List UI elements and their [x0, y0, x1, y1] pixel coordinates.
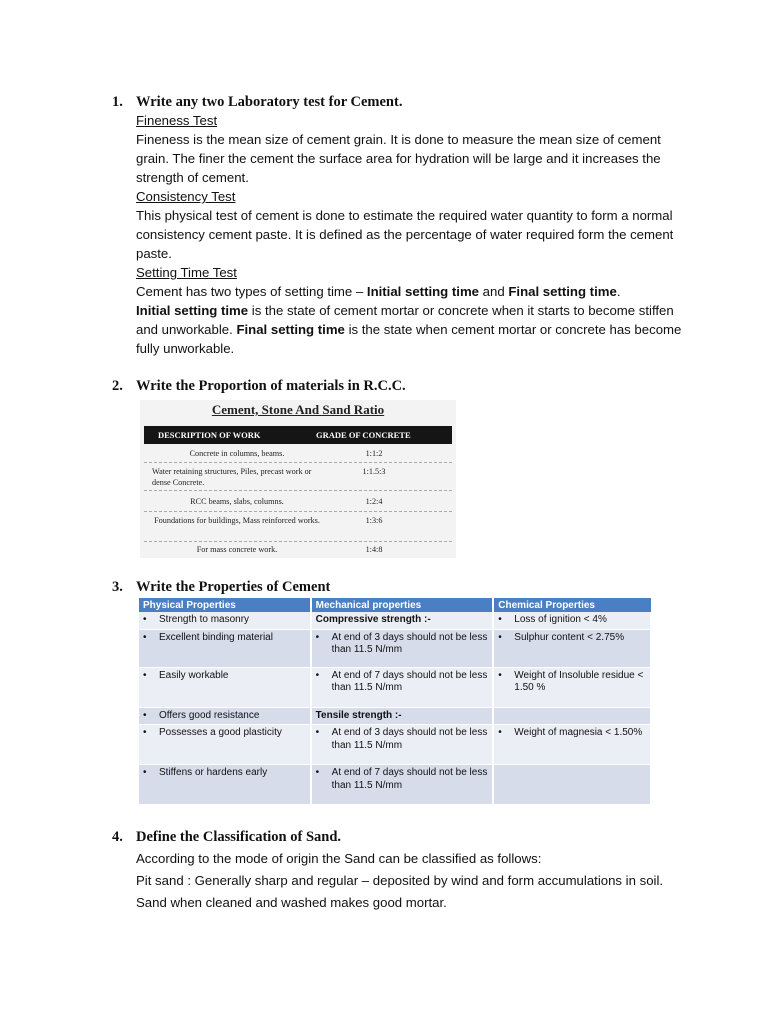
ratio-col-description: DESCRIPTION OF WORK: [158, 430, 261, 440]
header-physical: Physical Properties: [139, 598, 311, 612]
question-1-heading: [112, 94, 402, 111]
ratio-row: For mass concrete work. 1:4:8: [196, 545, 383, 554]
ratio-table-title: Cement, Stone And Sand Ratio: [211, 402, 385, 417]
ratio-table-image: [140, 400, 456, 558]
consistency-text: This physical test of cement is done to estimate the required water quantity to form a normal consistency cement paste. It is defined as the percentage of water required form the cement paste.: [136, 208, 674, 261]
setting-text: Cement has two types of setting time – Initial setting time and Final setting time. Initial setting time is the state of cement mortar or concrete when it starts to become stiffen and unworkable. Final setting time is the state when cement mortar or concrete has become fully unworkable.: [136, 284, 682, 356]
question-2-number: 2.: [112, 378, 123, 394]
question-1-answer: [136, 111, 696, 358]
fineness-heading: Fineness Test: [136, 113, 218, 128]
ratio-col-grade: GRADE OF CONCRETE: [316, 430, 411, 440]
ratio-row: Foundations for buildings, Mass reinforced works. 1:3:6: [144, 513, 452, 542]
ratio-table-header: [144, 426, 452, 444]
question-1-title: Write any two Laboratory test for Cement.: [136, 94, 403, 110]
setting-heading: Setting Time Test: [136, 265, 237, 280]
ratio-row: Concrete in columns, beams. 1:1:2: [144, 446, 452, 463]
ratio-row: Water retaining structures, Piles, precast work or dense Concrete. 1:1.5:3: [144, 464, 452, 491]
ratio-row: RCC beams, slabs, columns. 1:2:4: [144, 493, 452, 512]
pit-sand-text: Pit sand : Generally sharp and regular – deposited by wind and form accumulations in soil. Sand when cleaned and washed makes good mortar.: [136, 873, 664, 910]
question-3-title: Write the Properties of Cement: [136, 579, 331, 595]
table-row: • Possesses a good plasticity • At end of 3 days should not be less than 11.5 N/mm • Weight of magnesia < 1.50%: [139, 725, 651, 765]
table-row: • Offers good resistance Tensile strength :-: [139, 707, 651, 725]
question-4-number: 4.: [112, 829, 123, 845]
fineness-text: Fineness is the mean size of cement grain. It is done to measure the mean size of cement grain. The finer the cement the surface area for hydration will be large and it increases the strength of cement.: [136, 132, 661, 185]
sand-intro: According to the mode of origin the Sand can be classified as follows:: [136, 851, 542, 866]
table-row: • Excellent binding material • At end of 3 days should not be less than 11.5 N/mm • Sulphur content < 2.75%: [139, 629, 651, 667]
question-3-number: 3.: [112, 579, 123, 595]
properties-table: [139, 598, 652, 805]
question-1-number: 1.: [112, 94, 123, 110]
table-row: • Easily workable • At end of 7 days should not be less than 11.5 N/mm • Weight of Insoluble residue < 1.50 %: [139, 667, 651, 707]
header-chemical: Chemical Properties: [493, 598, 651, 612]
properties-header-row: [139, 598, 651, 612]
question-4-title: Define the Classification of Sand.: [136, 829, 342, 845]
header-mechanical: Mechanical properties: [311, 598, 494, 612]
question-4-heading: [112, 829, 341, 846]
consistency-heading: Consistency Test: [136, 189, 236, 204]
question-2-heading: [112, 378, 406, 395]
question-3-heading: [112, 579, 330, 596]
question-2-title: Write the Proportion of materials in R.C.C.: [136, 378, 406, 394]
table-row: • Stiffens or hardens early • At end of 7 days should not be less than 11.5 N/mm: [139, 765, 651, 805]
table-row: • Strength to masonry Compressive strength :- • Loss of ignition < 4%: [139, 612, 651, 629]
question-4-answer: [136, 848, 676, 914]
